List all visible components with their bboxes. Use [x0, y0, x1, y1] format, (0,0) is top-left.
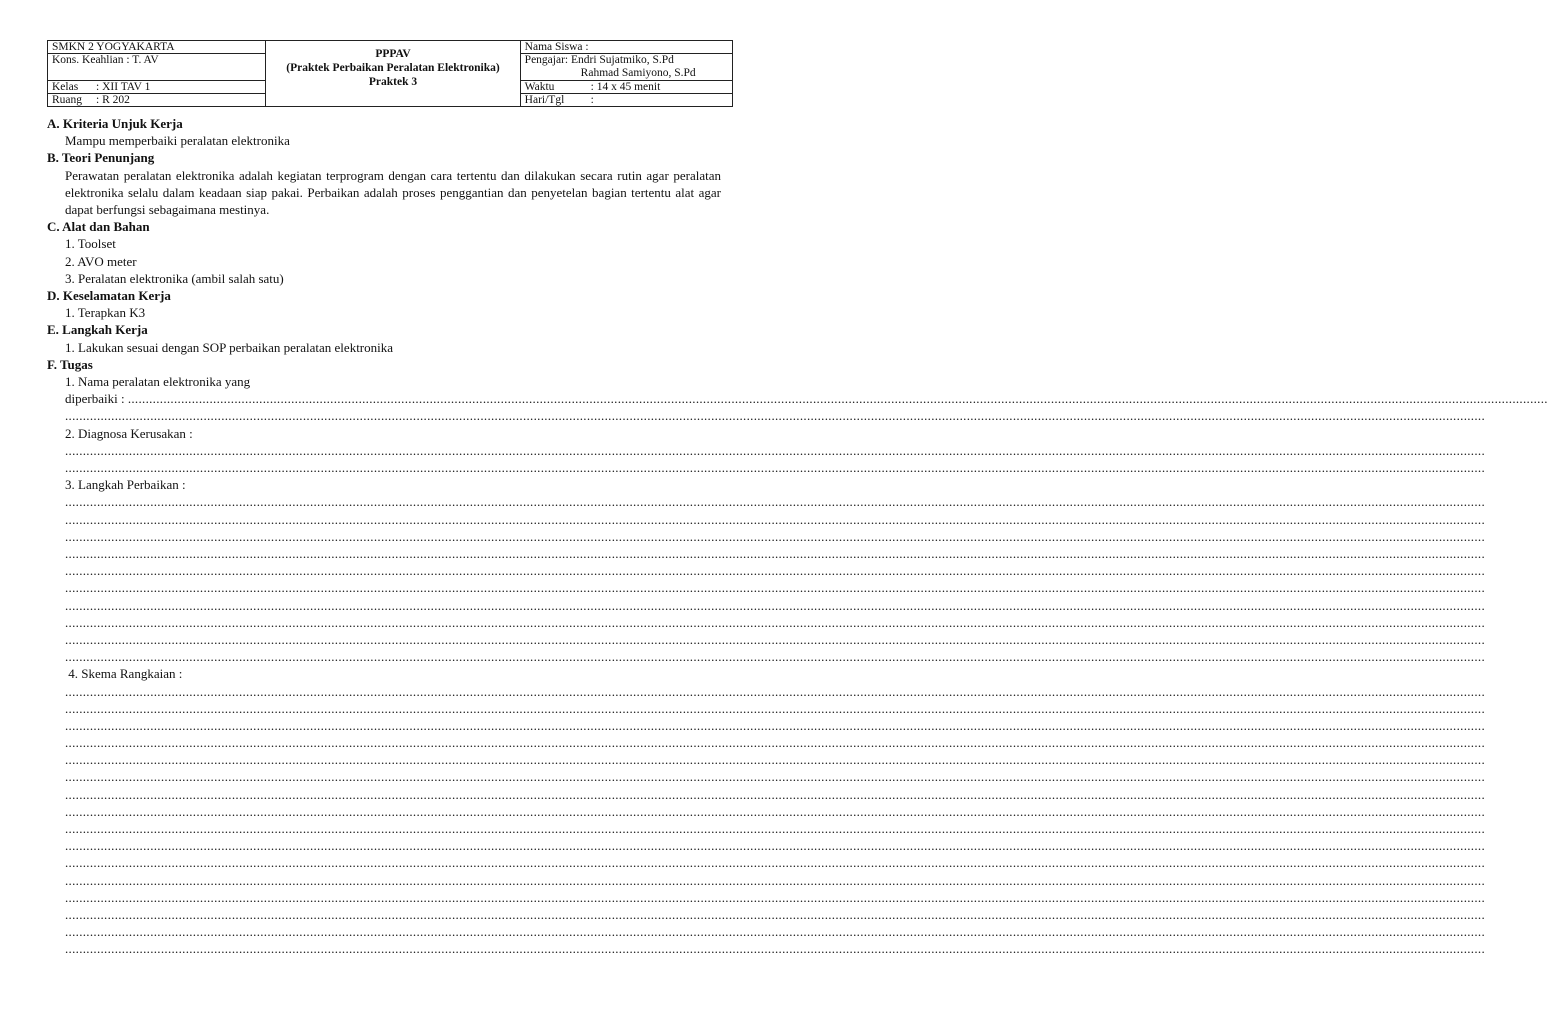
- answer-line[interactable]: ................................................................................................................................................................................................................................................................................................................................................................................................................: [65, 855, 1485, 871]
- school-name: SMKN 2 YOGYAKARTA: [48, 41, 266, 54]
- date-value: :: [590, 94, 594, 106]
- section-a-heading: A. Kriteria Unjuk Kerja: [47, 116, 183, 131]
- answer-line[interactable]: ................................................................................................................................................................................................................................................................................................................................................................................................................: [65, 649, 1485, 665]
- date-field: [520, 94, 732, 107]
- answer-line[interactable]: ................................................................................................................................................................................................................................................................................................................................................................................................................: [65, 700, 1485, 716]
- task-1-label: 1. Nama peralatan elektronika yang: [65, 374, 251, 390]
- section-c-heading: C. Alat dan Bahan: [47, 219, 150, 235]
- list-item: 1. Lakukan sesuai dengan SOP perbaikan peralatan elektronika: [65, 339, 394, 355]
- class-value: : XII TAV 1: [96, 81, 151, 93]
- answer-line[interactable]: ................................................................................................................................................................................................................................................................................................................................................................................................................: [65, 563, 1485, 579]
- answer-line[interactable]: ................................................................................................................................................................................................................................................................................................................................................................................................................: [65, 614, 1485, 630]
- section-a-text: Mampu memperbaiki peralatan elektronika: [65, 133, 290, 149]
- section-e-heading: E. Langkah Kerja: [47, 322, 148, 338]
- task-4-label: 4. Skema Rangkaian :: [65, 666, 183, 682]
- answer-line[interactable]: ................................................................................................................................................................................................................................................................................................................................................................................................................: [65, 460, 1485, 476]
- room-value: : R 202: [96, 94, 130, 106]
- answer-line[interactable]: ................................................................................................................................................................................................................................................................................................................................................................................................................: [65, 889, 1485, 905]
- answer-line[interactable]: ................................................................................................................................................................................................................................................................................................................................................................................................................: [65, 597, 1485, 613]
- answer-line[interactable]: ................................................................................................................................................................................................................................................................................................................................................................................................................: [65, 941, 1485, 957]
- room-field: [48, 94, 266, 107]
- answer-line[interactable]: ................................................................................................................................................................................................................................................................................................................................................................................................................: [65, 872, 1485, 888]
- answer-line[interactable]: ................................................................................................................................................................................................................................................................................................................................................................................................................: [65, 631, 1485, 647]
- list-item: 1. Toolset: [65, 236, 116, 252]
- student-name-field: Nama Siswa :: [520, 41, 732, 54]
- list-item: 3. Peralatan elektronika (ambil salah satu): [65, 270, 284, 286]
- task-2-label: 2. Diagnosa Kerusakan :: [65, 425, 193, 441]
- task-3-label: 3. Langkah Perbaikan :: [65, 477, 186, 493]
- teacher-label: Pengajar:: [524, 54, 569, 66]
- answer-line[interactable]: ................................................................................................................................................................................................................................................................................................................................................................................................................: [65, 838, 1485, 854]
- teacher-name-1: Endri Sujatmiko, S.Pd: [570, 54, 674, 66]
- answer-line[interactable]: ................................................................................................................................................................................................................................................................................................................................................................................................................: [65, 511, 1485, 527]
- answer-line[interactable]: ................................................................................................................................................................................................................................................................................................................................................................................................................: [65, 906, 1485, 922]
- section-f-heading: F. Tugas: [47, 356, 93, 372]
- answer-line[interactable]: ................................................................................................................................................................................................................................................................................................................................................................................................................: [65, 786, 1485, 802]
- time-label: Waktu: [524, 81, 555, 93]
- task-1-answer-row: [47, 390, 1548, 407]
- answer-line[interactable]: ................................................................................................................................................................................................................................................................................................................................................................................................................: [65, 752, 1485, 768]
- answer-line[interactable]: ................................................................................................................................................................................................................................................................................................................................................................................................................: [65, 717, 1485, 733]
- header-table: [47, 40, 733, 107]
- time-field: [520, 81, 732, 94]
- title-subject: PPPAV: [375, 48, 411, 60]
- answer-line[interactable]: ................................................................................................................................................................................................................................................................................................................................................................................................................: [65, 494, 1485, 510]
- answer-line[interactable]: ................................................................................................................................................................................................................................................................................................................................................................................................................: [65, 735, 1485, 751]
- title-practice: Praktek 3: [368, 76, 418, 88]
- section-b-heading: B. Teori Penunjang: [47, 150, 155, 166]
- task-1-label-cont: diperbaiki :: [65, 391, 125, 407]
- answer-line[interactable]: ................................................................................................................................................................................................................................................................................................................................................................................................................: [65, 769, 1485, 785]
- answer-line[interactable]: ................................................................................................................................................................................................................................................................................................................................................................................................................: [65, 924, 1485, 940]
- answer-line[interactable]: ................................................................................................................................................................................................................................................................................................................................................................................................................: [65, 528, 1485, 544]
- class-field: [48, 81, 266, 94]
- list-item: 1. Terapkan K3: [65, 305, 146, 321]
- teacher-field: [520, 54, 732, 81]
- answer-line[interactable]: ................................................................................................................................................................................................................................................................................................................................................................................................................: [65, 580, 1485, 596]
- title-subject-full: (Praktek Perbaikan Peralatan Elektronika): [286, 62, 500, 74]
- answer-line[interactable]: ................................................................................................................................................................................................................................................................................................................................................................................................................: [65, 803, 1485, 819]
- answer-line[interactable]: ................................................................................................................................................................................................................................................................................................................................................................................................................: [65, 821, 1485, 836]
- time-value: : 14 x 45 menit: [590, 81, 661, 93]
- list-item: 2. AVO meter: [65, 253, 137, 269]
- answer-line[interactable]: ................................................................................................................................................................................................................................................................................................................................................................................................................: [127, 391, 1548, 407]
- date-label: Hari/Tgl: [524, 94, 565, 106]
- task-1-answer-short[interactable]: ................................................................................................................................................................................................................................................................................................................................................................................................................: [65, 408, 1485, 424]
- competency-field: Kons. Keahlian : T. AV: [48, 54, 266, 81]
- teacher-name-2: Rahmad Samiyono, S.Pd: [580, 67, 696, 79]
- answer-line[interactable]: ................................................................................................................................................................................................................................................................................................................................................................................................................: [65, 545, 1485, 561]
- answer-line[interactable]: ................................................................................................................................................................................................................................................................................................................................................................................................................: [65, 683, 1485, 699]
- worksheet-body: [47, 115, 1548, 958]
- room-label: Ruang: [52, 94, 83, 106]
- section-d-heading: D. Keselamatan Kerja: [47, 288, 171, 304]
- class-label: Kelas: [52, 81, 79, 93]
- answer-line[interactable]: ................................................................................................................................................................................................................................................................................................................................................................................................................: [65, 442, 1485, 458]
- section-b-text: Perawatan peralatan elektronika adalah kegiatan terprogram dengan cara tertentu dan dilakukan secara rutin agar peralatan elektronika selalu dalam keadaan siap pakai. Perbaikan adalah proses penggantian dan penyetelan bagian tertentu alat agar dapat berfungsi sebagaimana mestinya.: [65, 167, 721, 218]
- document-title: [266, 41, 520, 107]
